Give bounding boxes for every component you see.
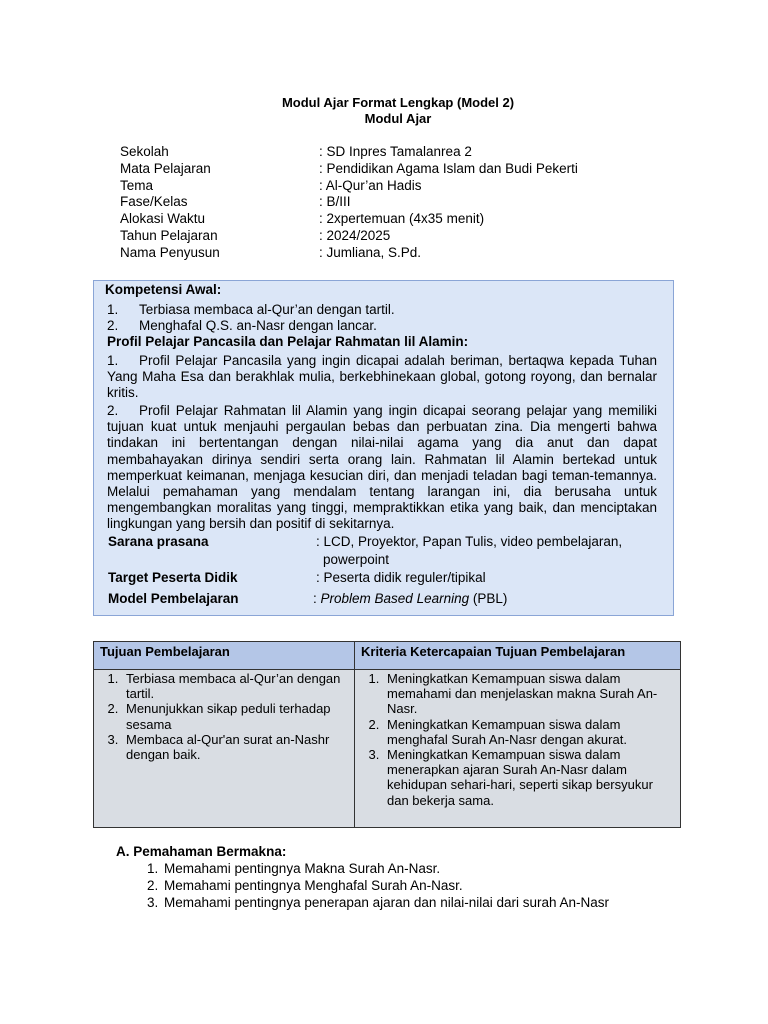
model-value: : Problem Based Learning (PBL) — [313, 591, 508, 606]
pemahaman-title: A. Pemahaman Bermakna: — [116, 844, 287, 859]
info-value: : B/III — [319, 194, 351, 210]
sarana-label: Sarana prasana — [108, 534, 209, 549]
profil-item-2 — [107, 403, 657, 533]
list-item: 3. Membaca al-Qur'an surat an-Nashr dengan baik. — [122, 732, 352, 762]
list-item: 1. Memahami pentingnya Makna Surah An-Nasr. — [162, 860, 609, 877]
item-number: 2. — [107, 318, 119, 333]
list-item: 2. Meningkatkan Kemampuan siswa dalam menghafal Surah An-Nasr dengan akurat. — [383, 717, 678, 747]
item-text: Terbiasa membaca al-Qur’an dengan tartil. — [139, 302, 395, 317]
info-label: Mata Pelajaran — [120, 160, 211, 176]
pemahaman-section — [116, 843, 609, 911]
profil-heading: Profil Pelajar Pancasila dan Pelajar Rahmatan lil Alamin: — [107, 334, 469, 349]
sarana-row — [108, 534, 209, 550]
table-header-row — [94, 642, 681, 670]
kriteria-cell — [355, 670, 681, 828]
target-label: Target Peserta Didik — [108, 570, 238, 585]
target-value: : Peserta didik reguler/tipikal — [316, 570, 486, 585]
list-item: 2. Menunjukkan sikap peduli terhadap sesama — [122, 701, 352, 731]
item-number: 1. — [107, 353, 119, 368]
info-value: : 2xpertemuan (4x35 menit) — [319, 211, 485, 227]
info-label: Tahun Pelajaran — [120, 227, 218, 243]
tujuan-cell — [94, 670, 355, 828]
kompetensi-item-1 — [107, 302, 395, 318]
item-text: Menghafal Q.S. an-Nasr dengan lancar. — [139, 318, 377, 333]
tujuan-table — [93, 641, 681, 828]
info-label: Fase/Kelas — [120, 194, 188, 210]
info-label: Alokasi Waktu — [120, 211, 206, 227]
kompetensi-heading: Kompetensi Awal: — [105, 282, 222, 297]
list-item: 2. Memahami pentingnya Menghafal Surah An-Nasr. — [162, 877, 609, 894]
item-number: 2. — [107, 403, 119, 418]
info-label: Sekolah — [120, 144, 169, 159]
model-label: Model Pembelajaran — [108, 591, 239, 606]
info-label: Nama Penyusun — [120, 244, 220, 260]
document-subtitle: Modul Ajar — [364, 111, 432, 126]
item-text: Profil Pelajar Rahmatan lil Alamin yang ingin dicapai seorang pelajar yang memiliki tujuan kuat untuk menjauhi pergaulan bebas dan perbuatan zina. Dia mengerti bahwa tindakan ini bertentangan dengan nilai-nilai agama yang dia anut dan dapat membahayakan dirinya sendiri serta orang lain. Rahmatan lil Alamin bertekad untuk memperkuat keimanan, menjaga kesucian diri, dan menjadi teladan bagi teman-temannya. Melalui pemahaman yang mendalam tentang larangan ini, dia berusaha untuk mengembangkan moralitas yang tinggi, mempraktikkan etika yang baik, dan menciptakan lingkungan yang bersih dan positif di sekitarnya. — [107, 403, 657, 532]
header-tujuan: Tujuan Pembelajaran — [94, 642, 355, 670]
document-title: Modul Ajar Format Lengkap (Model 2) — [281, 95, 515, 110]
model-italic: Problem Based Learning — [320, 591, 470, 606]
info-value: : SD Inpres Tamalanrea 2 — [319, 144, 472, 159]
list-item: 3. Memahami pentingnya penerapan ajaran dan nilai-nilai dari surah An-Nasr — [162, 894, 609, 911]
kompetensi-box — [93, 280, 674, 616]
table-row — [94, 670, 681, 828]
list-item: 1. Terbiasa membaca al-Qur’an dengan tartil. — [122, 671, 352, 701]
item-text: Profil Pelajar Pancasila yang ingin dicapai adalah beriman, bertaqwa kepada Tuhan Yang Maha Esa dan berakhlak mulia, berkebhinekaan global, gotong royong, dan bernalar kritis. — [107, 353, 657, 401]
kompetensi-item-2 — [107, 318, 377, 334]
sarana-value-line2: powerpoint — [323, 552, 390, 567]
list-item: 1. Meningkatkan Kemampuan siswa dalam memahami dan menjelaskan makna Surah An-Nasr. — [383, 671, 678, 717]
info-value: : Pendidikan Agama Islam dan Budi Pekerti — [319, 160, 578, 176]
profil-item-1 — [107, 353, 657, 402]
header-kriteria: Kriteria Ketercapaian Tujuan Pembelajaran — [355, 642, 681, 670]
info-value: : Jumliana, S.Pd. — [319, 244, 422, 260]
item-number: 1. — [107, 302, 119, 317]
info-label: Tema — [120, 177, 154, 193]
list-item: 3. Meningkatkan Kemampuan siswa dalam menerapkan ajaran Surah An-Nasr dalam kehidupan sehari-hari, seperti sikap bersyukur dan bekerja sama. — [383, 747, 678, 808]
info-value: : Al-Qur’an Hadis — [319, 177, 422, 193]
info-value: : 2024/2025 — [319, 227, 391, 243]
sarana-value-line1: : LCD, Proyektor, Papan Tulis, video pembelajaran, — [316, 534, 623, 549]
